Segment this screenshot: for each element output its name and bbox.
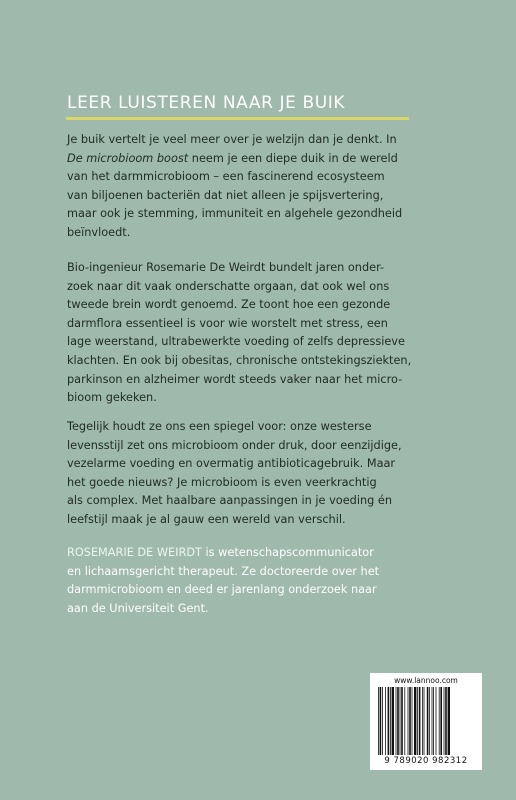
text-line	[67, 544, 467, 563]
isbn-barcode	[370, 673, 482, 770]
author-bio	[67, 544, 467, 618]
text-line: en lichaamsgericht therapeut. Ze doctoreerde over het	[67, 564, 380, 578]
text-line: Bio-ingenieur Rosemarie De Weirdt bundelt jaren onder-	[67, 261, 385, 274]
barcode-bar	[432, 687, 433, 755]
barcode-bar	[404, 687, 405, 755]
text-line: parkinson en alzheimer wordt steeds vaker naar het micro-	[67, 372, 403, 386]
barcode-bar	[382, 687, 383, 755]
barcode-bar	[390, 687, 391, 755]
lifestyle-paragraph	[67, 418, 467, 530]
barcode-bar	[419, 687, 421, 755]
barcode-bar	[427, 687, 429, 755]
barcode-bar	[439, 687, 440, 755]
text-line: darmmicrobioom en deed er jarenlang onderzoek naar	[67, 583, 377, 597]
barcode-bar	[417, 687, 418, 755]
barcode-bar	[424, 687, 425, 755]
barcode-bar	[401, 687, 403, 755]
text-line: maar ook je stemming, immuniteit en algehele gezondheid	[67, 207, 403, 221]
text-line: levensstijl zet ons microbioom onder druk, door eenzijdige,	[67, 438, 402, 452]
barcode-bar	[440, 687, 442, 755]
barcode-bar	[422, 687, 423, 755]
text-line: Je buik vertelt je veel meer over je welzijn dan je denkt. In	[67, 133, 397, 146]
barcode-bar	[448, 687, 450, 755]
author-work-paragraph	[67, 259, 467, 408]
text-line: van biljoenen bacteriën dat niet alleen je spijsvertering,	[67, 188, 384, 202]
intro-paragraph	[67, 131, 467, 243]
barcode-bar	[392, 687, 394, 755]
text-fragment: neem je een diepe duik in de wereld	[188, 151, 398, 165]
text-line: leefstijl maak je al gauw een wereld van verschil.	[67, 512, 346, 526]
text-line: tweede brein wordt genoemd. Ze toont hoe een gezonde	[67, 298, 391, 312]
text-line: aan de Universiteit Gent.	[67, 601, 209, 615]
barcode-bar	[409, 687, 411, 755]
barcode-bar	[397, 687, 399, 755]
text-fragment: is wetenschapscommunicator	[201, 546, 374, 559]
text-line: darmflora essentieel is voor wie worstelt met stress, een	[67, 316, 388, 330]
headline-underline	[66, 117, 409, 120]
text-line: het goede nieuws? Je microbioom is even veerkrachtig	[67, 475, 377, 489]
barcode-bar	[433, 687, 434, 755]
barcode-bar	[385, 687, 386, 755]
barcode-bar	[444, 687, 445, 755]
book-title: De microbioom boost	[67, 151, 189, 165]
publisher-url: www.lannoo.com	[394, 676, 458, 685]
text-line: lage weerstand, ultrabewerkte voeding of zelfs depressieve	[67, 335, 405, 349]
text-line: bioom gekeken.	[67, 391, 157, 405]
text-line: van het darmmicrobioom – een fascinerend ecosysteem	[67, 170, 385, 184]
barcode-bar	[412, 687, 413, 755]
barcode-bar	[380, 687, 382, 755]
barcode-bar	[396, 687, 397, 755]
barcode-bar	[436, 687, 437, 755]
barcode-bars	[378, 687, 474, 755]
isbn-number: 9 789020 982312	[384, 756, 468, 766]
text-line: klachten. En ook bij obesitas, chronische ontstekingsziekten,	[67, 353, 412, 367]
barcode-bar	[429, 687, 430, 755]
text-line: als complex. Met haalbare aanpassingen in je voeding én	[67, 494, 392, 508]
text-line: vezelarme voeding en overmatig antibioticagebruik. Maar	[67, 457, 396, 471]
text-line: Tegelijk houdt ze ons een spiegel voor: onze westerse	[67, 420, 372, 433]
barcode-bar	[408, 687, 409, 755]
barcode-bar	[414, 687, 416, 755]
barcode-bar	[400, 687, 401, 755]
text-line	[67, 150, 467, 169]
barcode-bar	[388, 687, 390, 755]
text-line: beïnvloedt.	[67, 225, 131, 239]
barcode-bar	[378, 687, 379, 755]
headline: LEER LUISTEREN NAAR JE BUIK	[67, 93, 346, 113]
barcode-bar	[445, 687, 447, 755]
text-line: zoek naar dit vaak onderschatte orgaan, dat ook wel ons	[67, 279, 390, 293]
author-name: ROSEMARIE DE WEIRDT	[67, 546, 202, 559]
